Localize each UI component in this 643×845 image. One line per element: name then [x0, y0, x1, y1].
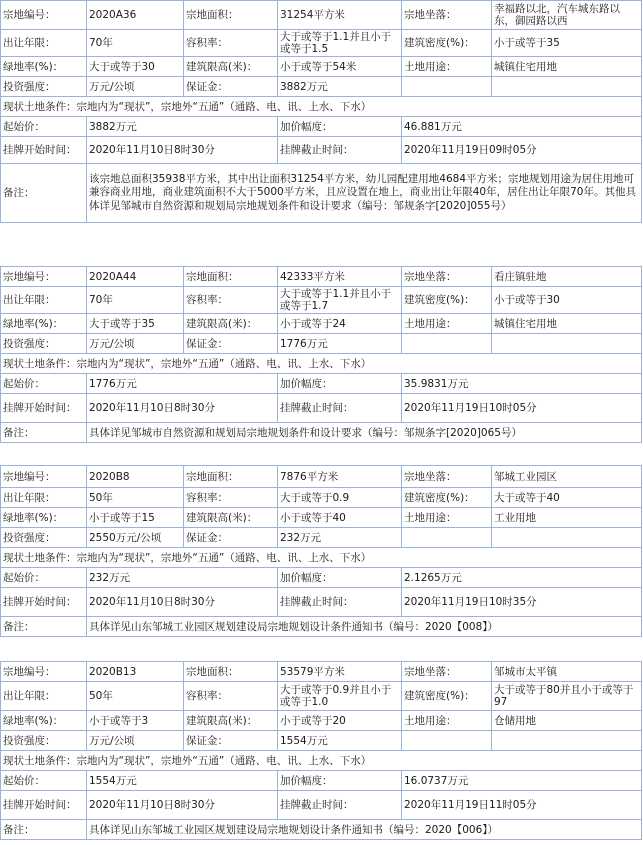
parcel-table-4 — [0, 661, 641, 840]
condition-row — [1, 97, 642, 117]
deposit-label: 保证金： — [184, 528, 278, 548]
height-value: 小于或等于24 — [278, 314, 402, 334]
green-label: 绿地率(%)： — [1, 508, 87, 528]
term-label: 出让年限： — [1, 488, 87, 508]
plot-ratio-value: 大于或等于1.1并且小于或等于1.5 — [278, 30, 402, 57]
height-label: 建筑限高(米)： — [184, 508, 278, 528]
invest-value: 万元/公顷 — [87, 334, 184, 354]
density-label: 建筑密度(%)： — [402, 682, 492, 711]
green-value: 小于或等于3 — [87, 711, 184, 731]
height-value: 小于或等于40 — [278, 508, 402, 528]
parcel-no-value: 2020B8 — [87, 466, 184, 488]
use-label: 土地用途： — [402, 508, 492, 528]
list-start-label: 挂牌开始时间： — [1, 137, 87, 164]
term-value: 70年 — [87, 287, 184, 314]
start-price-value: 3882万元 — [87, 117, 278, 137]
height-label: 建筑限高(米)： — [184, 711, 278, 731]
height-label: 建筑限高(米)： — [184, 314, 278, 334]
increment-value: 16.0737万元 — [402, 771, 642, 791]
invest-label: 投资强度： — [1, 334, 87, 354]
area-label: 宗地面积： — [184, 1, 278, 30]
invest-value: 万元/公顷 — [87, 77, 184, 97]
parcel-no-label: 宗地编号： — [1, 662, 87, 682]
invest-label: 投资强度： — [1, 77, 87, 97]
list-start-value: 2020年11月10日8时30分 — [87, 588, 278, 617]
remarks-value: 具体详见山东邹城工业园区规划建设局宗地规划设计条件通知书（编号：2020【008】） — [87, 617, 642, 637]
list-start-value: 2020年11月10日8时30分 — [87, 791, 278, 820]
list-end-value: 2020年11月19日10时35分 — [402, 588, 642, 617]
deposit-value: 232万元 — [278, 528, 402, 548]
location-value: 看庄镇驻地 — [492, 267, 642, 287]
term-label: 出让年限： — [1, 682, 87, 711]
remarks-value: 具体详见邹城市自然资源和规划局宗地规划条件和设计要求（编号：邹规条字[2020]065号） — [87, 423, 642, 443]
increment-value: 2.1265万元 — [402, 568, 642, 588]
list-end-label: 挂牌截止时间： — [278, 791, 402, 820]
condition-label: 现状土地条件： — [3, 357, 77, 370]
green-label: 绿地率(%)： — [1, 711, 87, 731]
location-label: 宗地坐落： — [402, 267, 492, 287]
use-value: 城镇住宅用地 — [492, 57, 642, 77]
start-price-value: 1776万元 — [87, 374, 278, 394]
location-value: 邹城市太平镇 — [492, 662, 642, 682]
plot-ratio-label: 容积率： — [184, 287, 278, 314]
area-value: 31254平方米 — [278, 1, 402, 30]
invest-value: 2550万元/公顷 — [87, 528, 184, 548]
deposit-value: 1554万元 — [278, 731, 402, 751]
condition-label: 现状土地条件： — [3, 754, 77, 767]
empty-cell — [492, 77, 642, 97]
list-start-value: 2020年11月10日8时30分 — [87, 394, 278, 423]
condition-value: 宗地内为“现状”，宗地外“五通”（通路、电、讯、上水、下水） — [76, 100, 372, 113]
location-label: 宗地坐落： — [402, 1, 492, 30]
increment-label: 加价幅度： — [278, 771, 402, 791]
condition-value: 宗地内为“现状”，宗地外“五通”（通路、电、讯、上水、下水） — [76, 754, 372, 767]
condition-row — [1, 354, 642, 374]
height-label: 建筑限高(米)： — [184, 57, 278, 77]
green-value: 大于或等于35 — [87, 314, 184, 334]
list-end-label: 挂牌截止时间： — [278, 588, 402, 617]
density-value: 大于或等于80并且小于或等于97 — [492, 682, 642, 711]
start-price-value: 1554万元 — [87, 771, 278, 791]
parcel-no-value: 2020A36 — [87, 1, 184, 30]
parcel-no-label: 宗地编号： — [1, 267, 87, 287]
term-value: 50年 — [87, 488, 184, 508]
parcel-no-value: 2020A44 — [87, 267, 184, 287]
invest-label: 投资强度： — [1, 731, 87, 751]
area-value: 7876平方米 — [278, 466, 402, 488]
density-value: 大于或等于40 — [492, 488, 642, 508]
parcel-table-1 — [0, 0, 641, 223]
location-value: 邹城工业园区 — [492, 466, 642, 488]
use-value: 城镇住宅用地 — [492, 314, 642, 334]
area-value: 53579平方米 — [278, 662, 402, 682]
plot-ratio-label: 容积率： — [184, 488, 278, 508]
location-label: 宗地坐落： — [402, 662, 492, 682]
use-value: 工业用地 — [492, 508, 642, 528]
condition-value: 宗地内为“现状”，宗地外“五通”（通路、电、讯、上水、下水） — [76, 551, 372, 564]
increment-label: 加价幅度： — [278, 374, 402, 394]
invest-label: 投资强度： — [1, 528, 87, 548]
remarks-value: 该宗地总面积35938平方米，其中出让面积31254平方米，幼儿园配建用地4684平方米；宗地规划用途为居住用地可兼容商业用地，商业建筑面积不大于5000平方米，且应设置在地上，商业出让年限40年，居住出让年限70年。其他具体详见邹城市自然资源和规划局宗地规划条件和设计要求（编号：邹规条字[2020]055号） — [87, 164, 642, 223]
green-value: 小于或等于15 — [87, 508, 184, 528]
empty-cell — [402, 77, 492, 97]
plot-ratio-value: 大于或等于0.9 — [278, 488, 402, 508]
start-price-value: 232万元 — [87, 568, 278, 588]
density-label: 建筑密度(%)： — [402, 488, 492, 508]
start-price-label: 起始价： — [1, 568, 87, 588]
increment-value: 35.9831万元 — [402, 374, 642, 394]
remarks-value: 具体详见山东邹城工业园区规划建设局宗地规划设计条件通知书（编号：2020【006】） — [87, 820, 642, 840]
green-value: 大于或等于30 — [87, 57, 184, 77]
empty-cell — [402, 528, 492, 548]
green-label: 绿地率(%)： — [1, 314, 87, 334]
list-start-label: 挂牌开始时间： — [1, 791, 87, 820]
term-label: 出让年限： — [1, 30, 87, 57]
plot-ratio-label: 容积率： — [184, 682, 278, 711]
condition-label: 现状土地条件： — [3, 100, 77, 113]
invest-value: 万元/公顷 — [87, 731, 184, 751]
use-label: 土地用途： — [402, 711, 492, 731]
list-end-value: 2020年11月19日09时05分 — [402, 137, 642, 164]
parcel-table-2 — [0, 266, 641, 443]
plot-ratio-value: 大于或等于0.9并且小于或等于1.0 — [278, 682, 402, 711]
condition-value: 宗地内为“现状”，宗地外“五通”（通路、电、讯、上水、下水） — [76, 357, 372, 370]
location-label: 宗地坐落： — [402, 466, 492, 488]
increment-label: 加价幅度： — [278, 117, 402, 137]
area-value: 42333平方米 — [278, 267, 402, 287]
deposit-value: 1776万元 — [278, 334, 402, 354]
condition-row — [1, 751, 642, 771]
empty-cell — [492, 334, 642, 354]
deposit-label: 保证金： — [184, 731, 278, 751]
list-start-label: 挂牌开始时间： — [1, 588, 87, 617]
empty-cell — [402, 334, 492, 354]
location-value: 幸福路以北，汽车城东路以东，御园路以西 — [492, 1, 642, 30]
density-value: 小于或等于30 — [492, 287, 642, 314]
parcel-no-label: 宗地编号： — [1, 466, 87, 488]
parcel-no-label: 宗地编号： — [1, 1, 87, 30]
condition-row — [1, 548, 642, 568]
density-label: 建筑密度(%)： — [402, 287, 492, 314]
increment-label: 加价幅度： — [278, 568, 402, 588]
remarks-label: 备注： — [1, 617, 87, 637]
area-label: 宗地面积： — [184, 662, 278, 682]
use-label: 土地用途： — [402, 314, 492, 334]
remarks-label: 备注： — [1, 820, 87, 840]
list-end-value: 2020年11月19日10时05分 — [402, 394, 642, 423]
parcel-table-3 — [0, 465, 641, 637]
list-start-value: 2020年11月10日8时30分 — [87, 137, 278, 164]
empty-cell — [492, 528, 642, 548]
empty-cell — [402, 731, 492, 751]
green-label: 绿地率(%)： — [1, 57, 87, 77]
area-label: 宗地面积： — [184, 267, 278, 287]
remarks-label: 备注： — [1, 423, 87, 443]
area-label: 宗地面积： — [184, 466, 278, 488]
deposit-label: 保证金： — [184, 334, 278, 354]
plot-ratio-label: 容积率： — [184, 30, 278, 57]
increment-value: 46.881万元 — [402, 117, 642, 137]
term-value: 70年 — [87, 30, 184, 57]
start-price-label: 起始价： — [1, 374, 87, 394]
remarks-label: 备注： — [1, 164, 87, 223]
parcel-no-value: 2020B13 — [87, 662, 184, 682]
start-price-label: 起始价： — [1, 771, 87, 791]
list-end-label: 挂牌截止时间： — [278, 394, 402, 423]
deposit-value: 3882万元 — [278, 77, 402, 97]
use-label: 土地用途： — [402, 57, 492, 77]
empty-cell — [492, 731, 642, 751]
use-value: 仓储用地 — [492, 711, 642, 731]
deposit-label: 保证金： — [184, 77, 278, 97]
list-end-value: 2020年11月19日11时05分 — [402, 791, 642, 820]
term-value: 50年 — [87, 682, 184, 711]
list-start-label: 挂牌开始时间： — [1, 394, 87, 423]
height-value: 小于或等于54米 — [278, 57, 402, 77]
density-label: 建筑密度(%)： — [402, 30, 492, 57]
condition-label: 现状土地条件： — [3, 551, 77, 564]
start-price-label: 起始价： — [1, 117, 87, 137]
list-end-label: 挂牌截止时间： — [278, 137, 402, 164]
plot-ratio-value: 大于或等于1.1并且小于或等于1.7 — [278, 287, 402, 314]
term-label: 出让年限： — [1, 287, 87, 314]
height-value: 小于或等于20 — [278, 711, 402, 731]
density-value: 小于或等于35 — [492, 30, 642, 57]
